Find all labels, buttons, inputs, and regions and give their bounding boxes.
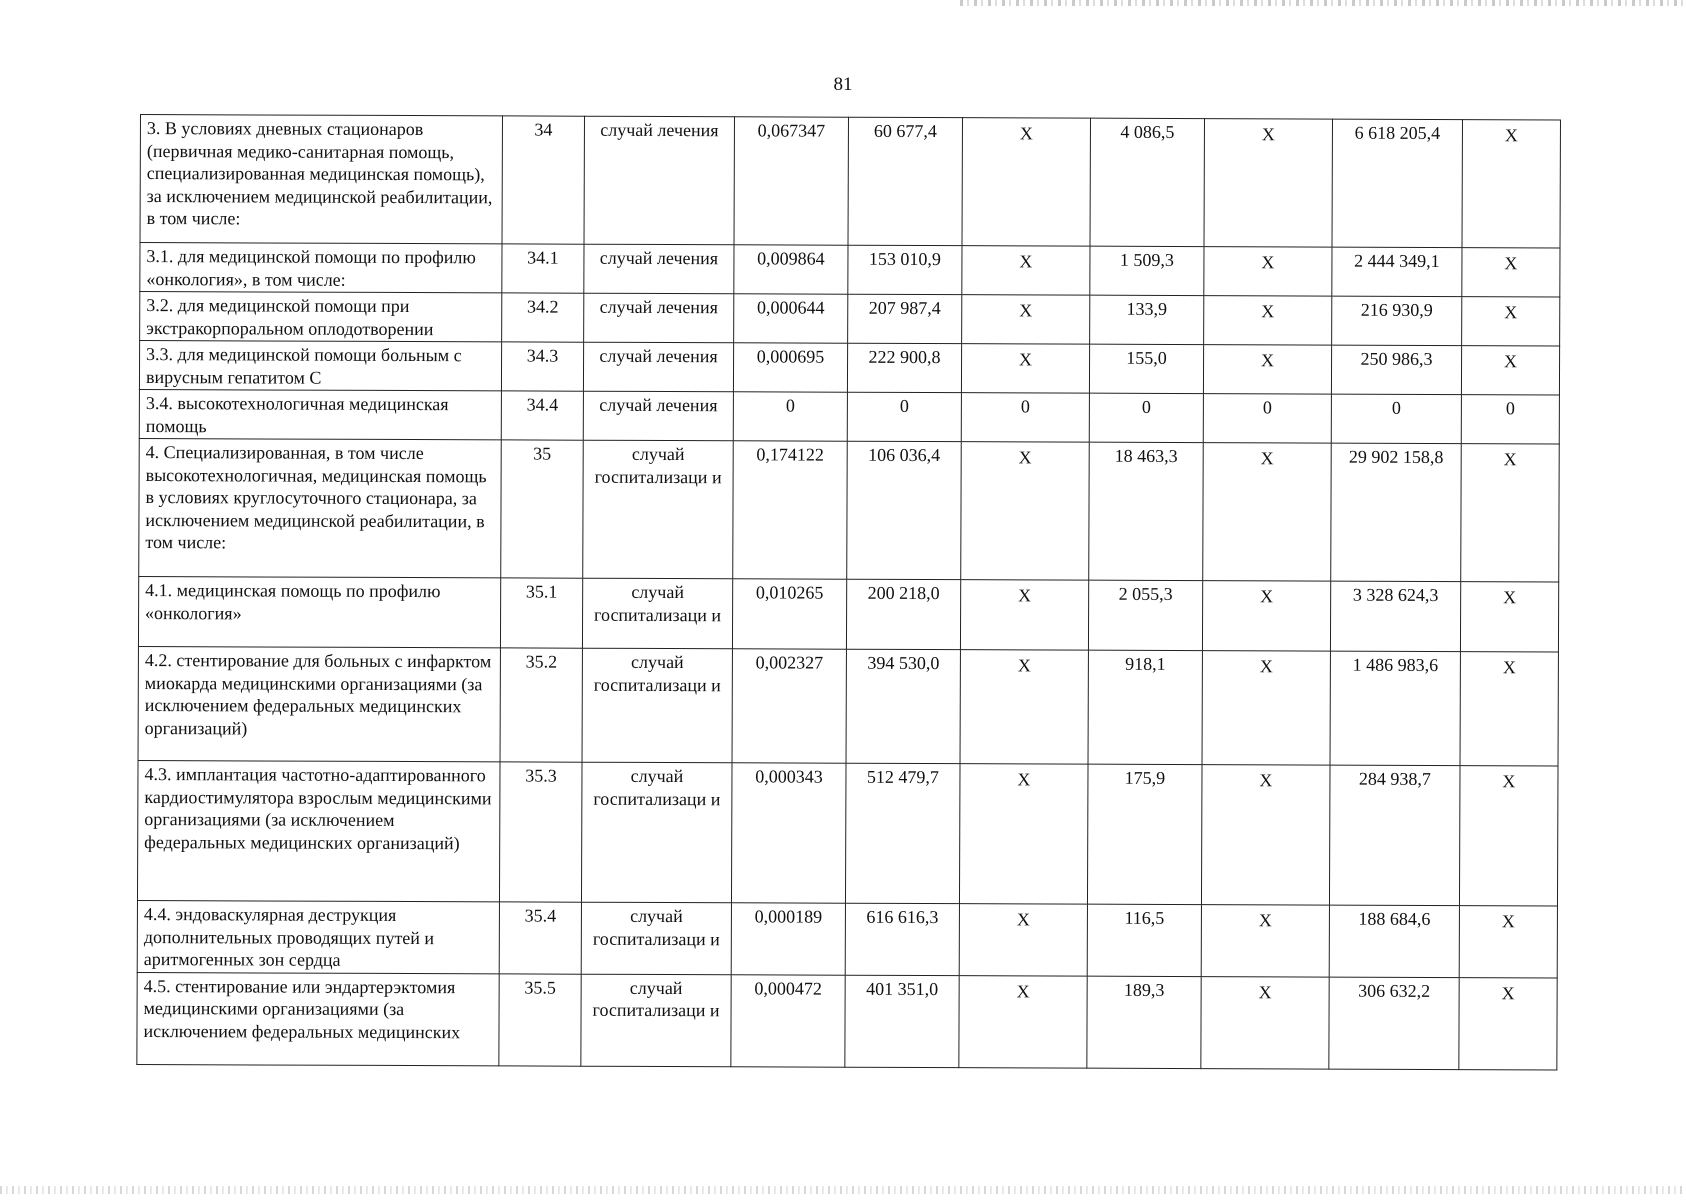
row-col7: 1 509,3 — [1090, 246, 1204, 295]
row-col8: Х — [1202, 651, 1330, 765]
row-col7: 155,0 — [1089, 344, 1203, 393]
row-col9: 250 986,3 — [1331, 345, 1461, 394]
table-row — [137, 900, 1557, 977]
row-name: 4.3. имплантация частотно-адаптированного кардиостимулятора взрослым медицинскими организациями (за исключением федеральных медицинских организаций) — [137, 760, 500, 901]
row-col7: 189,3 — [1087, 976, 1201, 1068]
row-col7: 918,1 — [1088, 650, 1202, 764]
row-unit: случай лечения — [583, 342, 733, 392]
row-norm: 0,000695 — [733, 343, 847, 392]
row-col6: Х — [959, 904, 1087, 976]
row-col9: 1 486 983,6 — [1330, 651, 1460, 765]
row-col6: Х — [962, 295, 1090, 344]
row-col7: 116,5 — [1087, 904, 1201, 976]
row-name: 3.3. для медицинской помощи больным с вирусным гепатитом С — [139, 341, 501, 391]
row-unit: случай госпитализаци и — [581, 974, 731, 1067]
row-cost: 200 218,0 — [846, 579, 960, 649]
row-code: 35.3 — [499, 762, 582, 902]
row-cost: 222 900,8 — [847, 343, 961, 392]
row-code: 34.2 — [502, 293, 584, 342]
table-row — [140, 243, 1560, 297]
row-cost: 106 036,4 — [847, 441, 962, 579]
row-col7: 133,9 — [1090, 295, 1204, 344]
row-code: 35 — [501, 440, 584, 578]
row-col10: 0 — [1461, 395, 1559, 444]
row-unit: случай лечения — [584, 293, 734, 343]
table-row — [137, 760, 1558, 905]
row-cost: 207 987,4 — [848, 294, 962, 343]
row-col10: Х — [1460, 582, 1558, 652]
table-row — [138, 646, 1558, 765]
row-code: 34 — [502, 116, 584, 244]
row-name: 4.5. стентирование или эндартерэктомия медицинскими организациями (за исключением федеральных медицинских — [137, 972, 499, 1065]
row-unit: случай госпитализаци и — [581, 902, 731, 974]
row-col6: Х — [959, 764, 1088, 904]
row-col8: Х — [1204, 119, 1332, 247]
table-row — [139, 389, 1559, 443]
row-col6: Х — [960, 580, 1088, 650]
table-row — [139, 341, 1559, 395]
row-col6: Х — [961, 344, 1089, 393]
row-code: 35.1 — [500, 578, 582, 648]
scan-edge-noise-bottom — [0, 1186, 1686, 1194]
row-norm: 0,010265 — [732, 579, 846, 649]
row-norm: 0,009864 — [734, 245, 848, 294]
row-cost: 153 010,9 — [848, 245, 962, 294]
row-col7: 18 463,3 — [1089, 442, 1204, 580]
row-col9: 306 632,2 — [1329, 977, 1459, 1069]
row-name: 4. Специализированная, в том числе высокотехнологичная, медицинская помощь в условиях круглосуточного стационара, за исключением медицинской реабилитации, в том числе: — [139, 438, 502, 577]
scan-edge-noise-top — [960, 0, 1686, 6]
row-cost: 0 — [847, 392, 961, 441]
row-col8: Х — [1201, 905, 1329, 977]
row-col6: Х — [962, 118, 1090, 246]
row-col9: 188 684,6 — [1329, 905, 1459, 977]
row-col6: Х — [961, 442, 1090, 580]
row-unit: случай госпитализаци и — [582, 578, 732, 649]
row-col10: Х — [1462, 248, 1560, 297]
row-col10: Х — [1459, 906, 1557, 978]
row-norm: 0,000189 — [731, 903, 845, 975]
row-col9: 284 938,7 — [1329, 765, 1460, 905]
row-col6: Х — [959, 975, 1087, 1067]
row-name: 4.1. медицинская помощь по профилю «онкология» — [138, 576, 500, 647]
row-unit: случай госпитализаци и — [583, 440, 734, 579]
row-unit: случай лечения — [583, 391, 733, 441]
table-row — [140, 115, 1560, 248]
row-name: 3. В условиях дневных стационаров (первичная медико-санитарная помощь, специализированная медицинская помощь), за исключением медицинской реабилитации, в том числе: — [140, 115, 502, 244]
row-unit: случай лечения — [584, 244, 734, 294]
row-col8: Х — [1203, 443, 1332, 581]
row-col7: 4 086,5 — [1090, 118, 1204, 246]
row-col7: 2 055,3 — [1088, 580, 1202, 650]
page-number: 81 — [833, 74, 853, 95]
row-col7: 175,9 — [1087, 764, 1202, 904]
row-col6: 0 — [961, 393, 1089, 442]
row-col10: Х — [1462, 120, 1560, 248]
row-cost: 616 616,3 — [845, 903, 959, 975]
row-col7: 0 — [1089, 393, 1203, 442]
row-col8: Х — [1202, 581, 1330, 651]
row-unit: случай лечения — [584, 116, 734, 245]
row-name: 4.4. эндоваскулярная деструкция дополнительных проводящих путей и аритмогенных зон сердца — [137, 900, 499, 973]
table-row — [139, 438, 1560, 581]
table-row — [138, 576, 1558, 651]
financing-table — [136, 114, 1561, 1070]
row-col10: Х — [1459, 766, 1558, 906]
row-col8: 0 — [1203, 394, 1331, 443]
row-norm: 0,000472 — [731, 974, 845, 1066]
row-name: 4.2. стентирование для больных с инфарктом миокарда медицинскими организациями (за исключением федеральных медицинских организаций) — [138, 646, 500, 761]
row-norm: 0,000644 — [734, 294, 848, 343]
row-norm: 0,067347 — [734, 117, 848, 245]
row-cost: 394 530,0 — [846, 649, 960, 763]
row-norm: 0,002327 — [732, 649, 846, 763]
row-name: 3.1. для медицинской помощи по профилю «онкология», в том числе: — [140, 243, 502, 293]
row-col9: 2 444 349,1 — [1332, 247, 1462, 296]
row-code: 35.4 — [499, 902, 581, 974]
row-col8: Х — [1201, 976, 1329, 1068]
row-col10: Х — [1461, 444, 1560, 582]
row-cost: 512 479,7 — [845, 763, 960, 903]
row-code: 34.1 — [502, 244, 584, 293]
row-code: 34.3 — [501, 342, 583, 391]
row-col10: Х — [1460, 652, 1558, 766]
row-col6: Х — [962, 246, 1090, 295]
row-col8: Х — [1204, 247, 1332, 296]
row-col9: 216 930,9 — [1332, 296, 1462, 345]
row-col8: Х — [1204, 296, 1332, 345]
row-col8: Х — [1201, 765, 1330, 905]
row-norm: 0,000343 — [731, 763, 846, 903]
row-code: 35.2 — [500, 648, 582, 762]
row-cost: 401 351,0 — [845, 975, 959, 1067]
row-col10: Х — [1459, 977, 1557, 1069]
table-row — [140, 292, 1560, 346]
row-code: 35.5 — [499, 973, 581, 1065]
row-norm: 0 — [733, 392, 847, 441]
row-name: 3.2. для медицинской помощи при экстракорпоральном оплодотворении — [140, 292, 502, 342]
row-cost: 60 677,4 — [848, 117, 962, 245]
row-col10: Х — [1461, 346, 1559, 395]
row-col9: 0 — [1331, 394, 1461, 443]
row-unit: случай госпитализаци и — [582, 648, 732, 763]
row-unit: случай госпитализаци и — [581, 762, 732, 903]
row-col8: Х — [1203, 345, 1331, 394]
row-col10: Х — [1462, 297, 1560, 346]
table-row — [137, 972, 1557, 1069]
row-col9: 3 328 624,3 — [1330, 581, 1460, 651]
row-col9: 29 902 158,8 — [1331, 443, 1462, 581]
row-col6: Х — [960, 650, 1088, 764]
row-norm: 0,174122 — [733, 441, 848, 579]
row-col9: 6 618 205,4 — [1332, 119, 1462, 247]
row-code: 34.4 — [501, 391, 583, 440]
row-name: 3.4. высокотехнологичная медицинская помощь — [139, 389, 501, 439]
